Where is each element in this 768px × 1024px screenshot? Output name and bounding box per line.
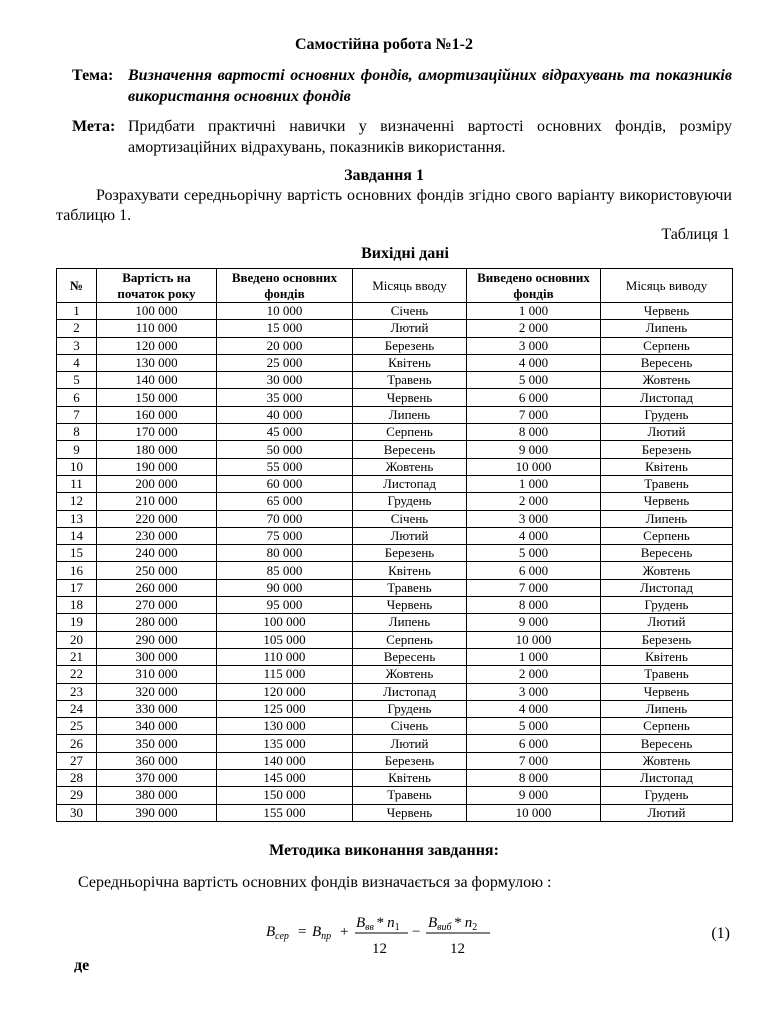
formula-lhs: $B_{сер}$ bbox=[266, 924, 289, 942]
table-cell: 120 000 bbox=[97, 337, 217, 354]
table-cell: Жовтень bbox=[601, 372, 733, 389]
table-row bbox=[57, 389, 733, 406]
table-cell: 1 000 bbox=[467, 303, 601, 320]
table-cell: Червень bbox=[353, 597, 467, 614]
table-cell: 19 bbox=[57, 614, 97, 631]
table-cell: 290 000 bbox=[97, 631, 217, 648]
table-cell: Вересень bbox=[601, 735, 733, 752]
table-cell: Вересень bbox=[353, 648, 467, 665]
table-cell: 10 000 bbox=[217, 303, 353, 320]
table-cell: 135 000 bbox=[217, 735, 353, 752]
table-cell: 55 000 bbox=[217, 458, 353, 475]
table-cell: 150 000 bbox=[97, 389, 217, 406]
table-cell: 11 bbox=[57, 475, 97, 492]
table-cell: Червень bbox=[601, 683, 733, 700]
method-heading: Методика виконання завдання: bbox=[269, 842, 499, 859]
table-row bbox=[57, 320, 733, 337]
table-row bbox=[57, 597, 733, 614]
formula-num2: $B_{виб} * n_2$ bbox=[428, 915, 478, 933]
table-cell: 17 bbox=[57, 579, 97, 596]
table-cell: 3 bbox=[57, 337, 97, 354]
table-cell: 28 bbox=[57, 770, 97, 787]
table-cell: 6 000 bbox=[467, 735, 601, 752]
formula-den1: 12 bbox=[372, 941, 387, 956]
table-cell: 12 bbox=[57, 493, 97, 510]
table-cell: Вересень bbox=[601, 545, 733, 562]
table-row bbox=[57, 424, 733, 441]
formula-average-annual-value bbox=[266, 912, 506, 956]
table-cell: Травень bbox=[353, 579, 467, 596]
header-cell: Вартість на початок року bbox=[97, 269, 217, 303]
table-label: Таблиця 1 bbox=[661, 226, 730, 243]
table-cell: Травень bbox=[601, 475, 733, 492]
table-cell: Березень bbox=[601, 631, 733, 648]
table-cell: 6 bbox=[57, 389, 97, 406]
table-cell: 270 000 bbox=[97, 597, 217, 614]
table-row bbox=[57, 700, 733, 717]
table-cell: Лютий bbox=[353, 320, 467, 337]
table-cell: Червень bbox=[353, 804, 467, 821]
table-cell: 22 bbox=[57, 666, 97, 683]
table-cell: 23 bbox=[57, 683, 97, 700]
table-row bbox=[57, 666, 733, 683]
table-cell: Грудень bbox=[601, 787, 733, 804]
table-cell: Жовтень bbox=[601, 752, 733, 769]
table-cell: 24 bbox=[57, 700, 97, 717]
table-row bbox=[57, 458, 733, 475]
table-title: Вихідні дані bbox=[361, 245, 449, 262]
table-cell: Лютий bbox=[601, 614, 733, 631]
table-cell: 260 000 bbox=[97, 579, 217, 596]
formula-minus: − bbox=[412, 924, 421, 940]
table-cell: 8 000 bbox=[467, 424, 601, 441]
table-row bbox=[57, 648, 733, 665]
table-cell: 120 000 bbox=[217, 683, 353, 700]
table-cell: 5 bbox=[57, 372, 97, 389]
table-cell: 25 000 bbox=[217, 354, 353, 371]
table-cell: 75 000 bbox=[217, 527, 353, 544]
table-cell: 16 bbox=[57, 562, 97, 579]
table-cell: 80 000 bbox=[217, 545, 353, 562]
where-label: де bbox=[74, 957, 90, 974]
table-cell: 8 000 bbox=[467, 770, 601, 787]
table-cell: 85 000 bbox=[217, 562, 353, 579]
table-cell: Липень bbox=[601, 320, 733, 337]
formula-svg bbox=[266, 912, 506, 956]
table-body bbox=[57, 303, 733, 822]
table-cell: 115 000 bbox=[217, 666, 353, 683]
table-cell: 7 000 bbox=[467, 579, 601, 596]
formula-num1: $B_{вв} * n_1$ bbox=[356, 915, 400, 933]
table-cell: 4 bbox=[57, 354, 97, 371]
table-cell: Липень bbox=[353, 614, 467, 631]
formula-plus: + bbox=[340, 924, 349, 940]
table-row bbox=[57, 562, 733, 579]
table-cell: Серпень bbox=[601, 337, 733, 354]
table-cell: Грудень bbox=[601, 406, 733, 423]
table-cell: 230 000 bbox=[97, 527, 217, 544]
table-cell: 6 000 bbox=[467, 389, 601, 406]
table-cell: 3 000 bbox=[467, 337, 601, 354]
goal-label: Мета: bbox=[72, 118, 116, 135]
table-cell: 13 bbox=[57, 510, 97, 527]
table-row bbox=[57, 337, 733, 354]
table-cell: 45 000 bbox=[217, 424, 353, 441]
table-row bbox=[57, 441, 733, 458]
table-cell: Березень bbox=[353, 545, 467, 562]
table-cell: Червень bbox=[601, 493, 733, 510]
table-cell: 110 000 bbox=[217, 648, 353, 665]
table-row bbox=[57, 752, 733, 769]
table-cell: 340 000 bbox=[97, 718, 217, 735]
table-cell: Грудень bbox=[353, 493, 467, 510]
table-cell: 10 bbox=[57, 458, 97, 475]
table-cell: 30 000 bbox=[217, 372, 353, 389]
theme-block bbox=[72, 65, 732, 107]
table-cell: Грудень bbox=[601, 597, 733, 614]
task-heading: Завдання 1 bbox=[344, 167, 424, 184]
formula-den2: 12 bbox=[450, 941, 465, 956]
table-cell: Лютий bbox=[353, 735, 467, 752]
table-cell: Січень bbox=[353, 303, 467, 320]
table-cell: Червень bbox=[601, 303, 733, 320]
table-cell: Вересень bbox=[353, 441, 467, 458]
table-cell: 145 000 bbox=[217, 770, 353, 787]
goal-text: Придбати практичні навички у визначенні вартості основних фондів, розміру амортизаційних відрахувань, показників використання. bbox=[128, 118, 732, 156]
table-cell: Листопад bbox=[353, 683, 467, 700]
table-row bbox=[57, 718, 733, 735]
table-row bbox=[57, 631, 733, 648]
table-cell: 3 000 bbox=[467, 683, 601, 700]
header-cell: Місяць вводу bbox=[353, 269, 467, 303]
table-row bbox=[57, 354, 733, 371]
table-cell: Лютий bbox=[353, 527, 467, 544]
table-cell: 330 000 bbox=[97, 700, 217, 717]
table-cell: 5 000 bbox=[467, 545, 601, 562]
table-cell: 8 bbox=[57, 424, 97, 441]
table-cell: 9 bbox=[57, 441, 97, 458]
formula-eq: = bbox=[298, 924, 307, 940]
table-cell: 65 000 bbox=[217, 493, 353, 510]
table-cell: 10 000 bbox=[467, 631, 601, 648]
table-cell: 240 000 bbox=[97, 545, 217, 562]
table-cell: 30 bbox=[57, 804, 97, 821]
table-row bbox=[57, 614, 733, 631]
theme-label: Тема: bbox=[72, 67, 114, 84]
table-cell: Листопад bbox=[601, 389, 733, 406]
table-cell: 70 000 bbox=[217, 510, 353, 527]
table-row bbox=[57, 475, 733, 492]
table-cell: Лютий bbox=[601, 804, 733, 821]
table-cell: 250 000 bbox=[97, 562, 217, 579]
method-text: Середньорічна вартість основних фондів визначається за формулою : bbox=[78, 874, 552, 891]
table-cell: 4 000 bbox=[467, 700, 601, 717]
table-header-row bbox=[57, 269, 733, 303]
table-cell: 370 000 bbox=[97, 770, 217, 787]
table-cell: 9 000 bbox=[467, 614, 601, 631]
table-cell: Липень bbox=[601, 700, 733, 717]
formula-b1: $B_{пр}$ bbox=[312, 924, 332, 942]
table-row bbox=[57, 406, 733, 423]
table-cell: 125 000 bbox=[217, 700, 353, 717]
table-cell: 320 000 bbox=[97, 683, 217, 700]
table-cell: 10 000 bbox=[467, 804, 601, 821]
table-cell: Вересень bbox=[601, 354, 733, 371]
table-cell: Грудень bbox=[353, 700, 467, 717]
table-row bbox=[57, 527, 733, 544]
table-cell: Серпень bbox=[353, 631, 467, 648]
table-cell: 210 000 bbox=[97, 493, 217, 510]
table-cell: 25 bbox=[57, 718, 97, 735]
table-cell: 280 000 bbox=[97, 614, 217, 631]
table-cell: 40 000 bbox=[217, 406, 353, 423]
table-row bbox=[57, 787, 733, 804]
table-cell: 130 000 bbox=[97, 354, 217, 371]
table-cell: Квітень bbox=[353, 770, 467, 787]
header-cell: Введено основних фондів bbox=[217, 269, 353, 303]
table-cell: 2 000 bbox=[467, 493, 601, 510]
table-cell: 4 000 bbox=[467, 354, 601, 371]
table-cell: 3 000 bbox=[467, 510, 601, 527]
header-cell: Місяць виводу bbox=[601, 269, 733, 303]
table-cell: 1 bbox=[57, 303, 97, 320]
task-text: Розрахувати середньорічну вартість основних фондів згідно свого варіанту використовуючи таблицю 1. bbox=[56, 187, 732, 224]
table-cell: 10 000 bbox=[467, 458, 601, 475]
table-cell: 310 000 bbox=[97, 666, 217, 683]
table-cell: Травень bbox=[353, 787, 467, 804]
table-cell: 300 000 bbox=[97, 648, 217, 665]
table-cell: 35 000 bbox=[217, 389, 353, 406]
table-cell: 200 000 bbox=[97, 475, 217, 492]
table-cell: 15 bbox=[57, 545, 97, 562]
table-cell: 20 bbox=[57, 631, 97, 648]
table-row bbox=[57, 303, 733, 320]
table-cell: Травень bbox=[601, 666, 733, 683]
table-cell: 1 000 bbox=[467, 648, 601, 665]
table-cell: Травень bbox=[353, 372, 467, 389]
table-cell: Березень bbox=[353, 752, 467, 769]
table-cell: 7 000 bbox=[467, 752, 601, 769]
table-cell: 150 000 bbox=[217, 787, 353, 804]
table-cell: 9 000 bbox=[467, 441, 601, 458]
table-cell: 5 000 bbox=[467, 372, 601, 389]
table-cell: 50 000 bbox=[217, 441, 353, 458]
table-cell: 7 bbox=[57, 406, 97, 423]
table-row bbox=[57, 683, 733, 700]
goal-block bbox=[72, 116, 732, 158]
table-cell: Серпень bbox=[601, 718, 733, 735]
table-row bbox=[57, 579, 733, 596]
table-cell: Квітень bbox=[353, 354, 467, 371]
table-cell: 380 000 bbox=[97, 787, 217, 804]
table-cell: 9 000 bbox=[467, 787, 601, 804]
table-cell: 21 bbox=[57, 648, 97, 665]
table-cell: 27 bbox=[57, 752, 97, 769]
table-cell: Березень bbox=[601, 441, 733, 458]
table-row bbox=[57, 493, 733, 510]
table-cell: 105 000 bbox=[217, 631, 353, 648]
table-cell: 4 000 bbox=[467, 527, 601, 544]
table-cell: Липень bbox=[353, 406, 467, 423]
table-cell: 20 000 bbox=[217, 337, 353, 354]
table-cell: 2 bbox=[57, 320, 97, 337]
table-row bbox=[57, 545, 733, 562]
table-row bbox=[57, 770, 733, 787]
theme-text: Визначення вартості основних фондів, амортизаційних відрахувань та показників використання основних фондів bbox=[128, 67, 732, 105]
table-cell: 110 000 bbox=[97, 320, 217, 337]
table-cell: Квітень bbox=[601, 458, 733, 475]
table-cell: 100 000 bbox=[97, 303, 217, 320]
table-cell: 170 000 bbox=[97, 424, 217, 441]
table-cell: Листопад bbox=[601, 770, 733, 787]
table-cell: 90 000 bbox=[217, 579, 353, 596]
table-cell: 18 bbox=[57, 597, 97, 614]
table-cell: Листопад bbox=[601, 579, 733, 596]
table-row bbox=[57, 510, 733, 527]
table-row bbox=[57, 735, 733, 752]
header-cell: Виведено основних фондів bbox=[467, 269, 601, 303]
table-cell: 60 000 bbox=[217, 475, 353, 492]
table-cell: 1 000 bbox=[467, 475, 601, 492]
table-cell: 140 000 bbox=[217, 752, 353, 769]
table-row bbox=[57, 804, 733, 821]
table-cell: Жовтень bbox=[601, 562, 733, 579]
table-cell: 8 000 bbox=[467, 597, 601, 614]
table-cell: 15 000 bbox=[217, 320, 353, 337]
table-cell: 2 000 bbox=[467, 320, 601, 337]
table-cell: 26 bbox=[57, 735, 97, 752]
table-cell: 6 000 bbox=[467, 562, 601, 579]
table-cell: Червень bbox=[353, 389, 467, 406]
table-cell: Жовтень bbox=[353, 458, 467, 475]
page-title: Самостійна робота №1-2 bbox=[294, 36, 474, 53]
equation-number: (1) bbox=[711, 925, 730, 942]
table-cell: 180 000 bbox=[97, 441, 217, 458]
table-cell: Березень bbox=[353, 337, 467, 354]
table-cell: Квітень bbox=[353, 562, 467, 579]
source-data-table bbox=[56, 268, 733, 822]
table-cell: 5 000 bbox=[467, 718, 601, 735]
table-cell: 160 000 bbox=[97, 406, 217, 423]
table-cell: 2 000 bbox=[467, 666, 601, 683]
table-cell: 350 000 bbox=[97, 735, 217, 752]
table-cell: Листопад bbox=[353, 475, 467, 492]
table-cell: Серпень bbox=[601, 527, 733, 544]
table-cell: 155 000 bbox=[217, 804, 353, 821]
table-cell: 140 000 bbox=[97, 372, 217, 389]
table-cell: 95 000 bbox=[217, 597, 353, 614]
table-cell: 14 bbox=[57, 527, 97, 544]
table-cell: 390 000 bbox=[97, 804, 217, 821]
table-row bbox=[57, 372, 733, 389]
table-cell: 220 000 bbox=[97, 510, 217, 527]
table-cell: Квітень bbox=[601, 648, 733, 665]
table-cell: 360 000 bbox=[97, 752, 217, 769]
table-cell: Липень bbox=[601, 510, 733, 527]
table-cell: 130 000 bbox=[217, 718, 353, 735]
table-cell: Січень bbox=[353, 718, 467, 735]
table-cell: Січень bbox=[353, 510, 467, 527]
table-cell: 100 000 bbox=[217, 614, 353, 631]
header-cell: № bbox=[57, 269, 97, 303]
table-cell: Жовтень bbox=[353, 666, 467, 683]
table-cell: Лютий bbox=[601, 424, 733, 441]
table-cell: Серпень bbox=[353, 424, 467, 441]
table-cell: 29 bbox=[57, 787, 97, 804]
table-cell: 190 000 bbox=[97, 458, 217, 475]
table-cell: 7 000 bbox=[467, 406, 601, 423]
